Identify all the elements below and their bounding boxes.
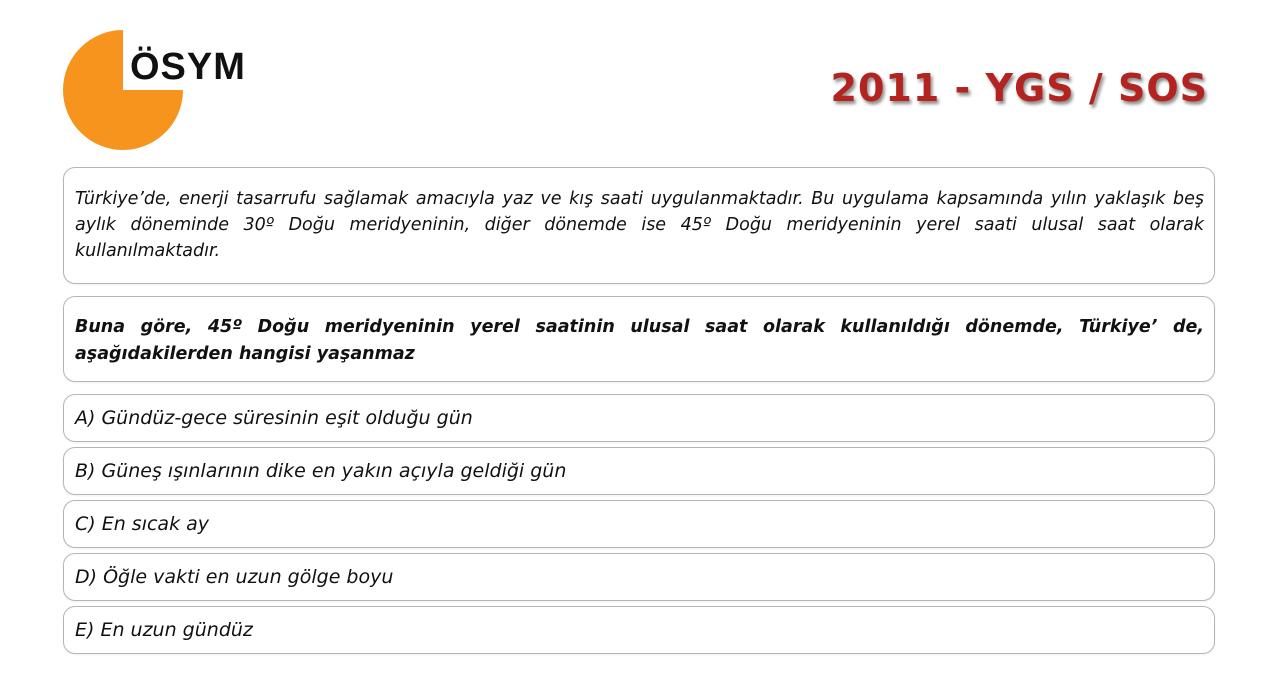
option-e[interactable]: E) En uzun gündüz [63,606,1215,654]
logo-text: ÖSYM [130,46,246,88]
option-c[interactable]: C) En sıcak ay [63,500,1215,548]
option-b[interactable]: B) Güneş ışınlarının dike en yakın açıyla geldiği gün [63,447,1215,495]
exam-title: 2011 - YGS / SOS [830,66,1208,110]
option-a[interactable]: A) Gündüz-gece süresinin eşit olduğu gün [63,394,1215,442]
question-stem: Türkiye’de, enerji tasarrufu sağlamak amacıyla yaz ve kış saati uygulanmaktadır. Bu uygulama kapsamında yılın yaklaşık beş aylık döneminde 30º Doğu meridyeninin, diğer dönemde ise 45º Doğu meridyeninin yerel saati ulusal saat olarak kullanılmaktadır. [63,167,1215,284]
osym-logo [63,30,246,150]
question-prompt: Buna göre, 45º Doğu meridyeninin yerel saatinin ulusal saat olarak kullanıldığı dönemde, Türkiye’ de, aşağıdakilerden hangisi yaşanmaz [63,296,1215,382]
option-d[interactable]: D) Öğle vakti en uzun gölge boyu [63,553,1215,601]
